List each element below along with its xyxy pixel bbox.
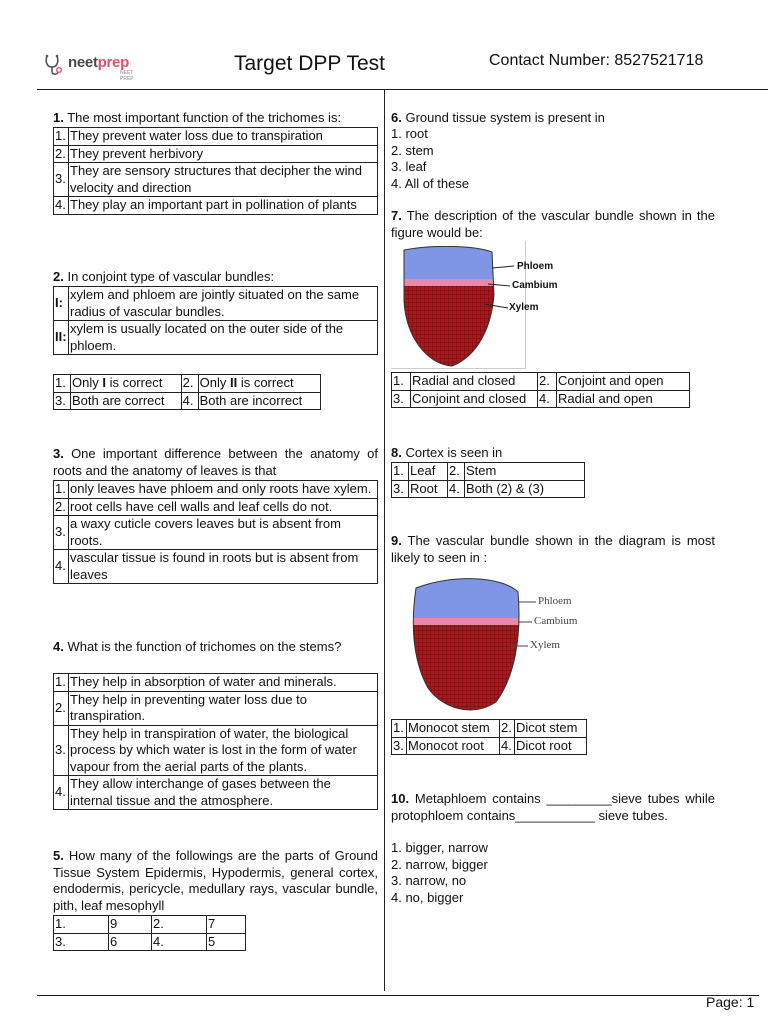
q8-options: [391, 462, 585, 498]
question-3: [53, 446, 378, 479]
question-text: Cortex is seen in: [401, 445, 503, 460]
option-text: vascular tissue is found in roots but is absent from leaves: [69, 550, 378, 584]
question-text: Metaphloem contains _________sieve tubes while protophloem contains___________ sieve tubes.: [391, 791, 715, 823]
option-text: a waxy cuticle covers leaves but is absent from roots.: [69, 516, 378, 550]
question-7: [391, 208, 715, 241]
option-number: 4.: [181, 392, 198, 410]
option-text: root cells have cell walls and leaf cells do not.: [69, 498, 378, 516]
option-text[interactable]: Leaf: [409, 463, 448, 481]
statement-text: xylem and phloem are jointly situated on the same radius of vascular bundles.: [69, 287, 378, 321]
q1-options: [53, 127, 378, 215]
option-item[interactable]: 4. no, bigger: [391, 889, 464, 905]
option-text[interactable]: Both are incorrect: [198, 392, 320, 410]
logo-text-a: neet: [68, 54, 98, 71]
option-text: They prevent water loss due to transpiration: [69, 128, 378, 146]
question-number: 6.: [391, 110, 402, 125]
option-number: 4.: [54, 197, 69, 215]
logo-subtext: NEET PREP: [120, 70, 134, 82]
q3-options: [53, 480, 378, 584]
question-number: 10.: [391, 791, 410, 806]
option-text[interactable]: 5: [207, 933, 246, 951]
option-text[interactable]: Radial and closed: [411, 373, 538, 391]
option-text[interactable]: Conjoint and closed: [411, 390, 538, 408]
option-row[interactable]: [54, 197, 378, 215]
neetprep-logo: [42, 52, 142, 80]
option-item[interactable]: 1. root: [391, 126, 428, 141]
option-item[interactable]: 3. narrow, no: [391, 873, 467, 888]
option-number: 2.: [152, 916, 207, 934]
question-8: [391, 445, 717, 462]
option-number: 1.: [54, 674, 69, 692]
question-number: 8.: [391, 445, 402, 460]
option-text[interactable]: Conjoint and open: [557, 373, 690, 391]
option-text: They allow interchange of gases between the internal tissue and the atmosphere.: [69, 776, 378, 810]
option-item[interactable]: 2. stem: [391, 142, 434, 158]
option-row[interactable]: [54, 691, 378, 725]
header-divider: [37, 89, 768, 90]
page-number: Page: 1: [706, 994, 755, 1010]
label-phloem: Phloem: [517, 261, 554, 272]
cambium-region: [402, 618, 532, 625]
option-number: 4.: [54, 776, 69, 810]
option-number: 4.: [448, 480, 465, 498]
question-number: 5.: [53, 848, 64, 863]
option-number: 4.: [538, 390, 557, 408]
question-1: [53, 110, 379, 127]
question-text: The description of the vascular bundle shown in the figure would be:: [391, 208, 715, 240]
option-number: 1.: [54, 128, 69, 146]
option-text: They help in absorption of water and minerals.: [69, 674, 378, 692]
column-divider: [384, 89, 385, 991]
page-title: Target DPP Test: [234, 52, 385, 75]
option-number: 1.: [392, 720, 407, 738]
option-item[interactable]: 3. leaf: [391, 159, 427, 174]
statement-row: [54, 287, 378, 321]
phloem-region: [402, 578, 532, 618]
option-number: 3.: [54, 725, 69, 776]
option-number: 2.: [54, 691, 69, 725]
option-number: 2.: [54, 145, 69, 163]
option-row[interactable]: [54, 163, 378, 197]
option-item[interactable]: 2. narrow, bigger: [391, 856, 488, 872]
q5-options: [53, 915, 246, 951]
option-number: 4.: [500, 737, 515, 755]
option-text[interactable]: Only II is correct: [198, 375, 320, 393]
stethoscope-icon: [42, 52, 68, 78]
question-text: Ground tissue system is present in: [401, 110, 605, 125]
option-row[interactable]: [54, 674, 378, 692]
option-text[interactable]: Radial and open: [557, 390, 690, 408]
option-number: 3.: [54, 163, 69, 197]
q9-vascular-bundle-figure: [402, 578, 602, 714]
option-number: 3.: [392, 737, 407, 755]
question-text: What is the function of trichomes on the stems?: [63, 639, 342, 654]
option-number: 2.: [538, 373, 557, 391]
option-text[interactable]: Root: [409, 480, 448, 498]
question-text: The most important function of the trichomes is:: [63, 110, 342, 125]
option-number: 2.: [448, 463, 465, 481]
option-row[interactable]: [54, 481, 378, 499]
logo-text-b: prep: [97, 54, 129, 71]
option-text[interactable]: Only I is correct: [71, 375, 182, 393]
footer-divider: [37, 995, 759, 996]
option-text[interactable]: 9: [109, 916, 152, 934]
option-number: 2.: [500, 720, 515, 738]
option-text: They help in transpiration of water, the biological process by which water is lost in the form of water vapour from the aerial parts of the plants.: [69, 725, 378, 776]
label-phloem: Phloem: [538, 595, 572, 607]
option-text: They are sensory structures that decipher the wind velocity and direction: [69, 163, 378, 197]
option-number: 1.: [392, 373, 411, 391]
option-number: 4.: [152, 933, 207, 951]
question-number: 4.: [53, 639, 64, 654]
option-row[interactable]: [54, 516, 378, 550]
option-number: 3.: [54, 933, 109, 951]
option-number: 4.: [54, 550, 69, 584]
option-row[interactable]: [54, 145, 378, 163]
option-row[interactable]: [54, 498, 378, 516]
label-xylem: Xylem: [509, 302, 539, 313]
q4-options: [53, 673, 378, 810]
option-text: They play an important part in pollination of plants: [69, 197, 378, 215]
option-number: 3.: [392, 480, 409, 498]
q6-options: [391, 126, 469, 192]
label-cambium: Cambium: [512, 280, 558, 291]
option-text[interactable]: Dicot stem: [515, 720, 587, 738]
q10-options: [391, 840, 488, 906]
xylem-region: [402, 625, 532, 714]
phloem-pointer: [492, 266, 514, 268]
option-text[interactable]: Stem: [465, 463, 585, 481]
option-number: 1.: [54, 481, 69, 499]
option-text[interactable]: Both (2) & (3): [465, 480, 585, 498]
statement-text: xylem is usually located on the outer side of the phloem.: [69, 321, 378, 355]
option-number: 1.: [54, 916, 109, 934]
question-5: [53, 848, 378, 914]
q2-options: [53, 374, 321, 410]
question-number: 2.: [53, 269, 64, 284]
question-9: [391, 533, 715, 566]
option-number: 1.: [392, 463, 409, 481]
option-number: 3.: [54, 516, 69, 550]
option-text: only leaves have phloem and only roots have xylem.: [69, 481, 378, 499]
q2-statements: [53, 286, 378, 355]
option-number: 1.: [54, 375, 71, 393]
cambium-region: [396, 279, 506, 286]
option-text[interactable]: Both are correct: [71, 392, 182, 410]
statement-number: II:: [54, 321, 69, 355]
question-number: 9.: [391, 533, 402, 548]
question-6: [391, 110, 717, 127]
option-text: They help in preventing water loss due to transpiration.: [69, 691, 378, 725]
q7-options: [391, 372, 690, 408]
option-number: 2.: [54, 498, 69, 516]
option-text[interactable]: Monocot root: [407, 737, 500, 755]
option-text[interactable]: 7: [207, 916, 246, 934]
option-row[interactable]: [54, 128, 378, 146]
question-number: 1.: [53, 110, 64, 125]
question-2: [53, 269, 379, 286]
question-text: One important difference between the anatomy of roots and the anatomy of leaves is that: [53, 446, 378, 478]
option-text[interactable]: Monocot stem: [407, 720, 500, 738]
question-text: How many of the followings are the parts of Ground Tissue System Epidermis, Hypodermis, general cortex, endodermis, pericycle, medullary rays, vascular bundle, pith, leaf mesophyll: [53, 848, 378, 913]
option-row[interactable]: [54, 725, 378, 776]
q9-options: [391, 719, 587, 755]
option-number: 3.: [54, 392, 71, 410]
statement-row: [54, 321, 378, 355]
option-item[interactable]: 4. All of these: [391, 175, 470, 191]
contact-number: Contact Number: 8527521718: [489, 52, 704, 69]
label-cambium: Cambium: [534, 615, 578, 627]
question-text: The vascular bundle shown in the diagram is most likely to seen in :: [391, 533, 715, 565]
question-10: [391, 791, 715, 824]
question-number: 7.: [391, 208, 402, 223]
option-row[interactable]: [54, 776, 378, 810]
option-number: 3.: [392, 390, 411, 408]
question-text: In conjoint type of vascular bundles:: [63, 269, 275, 284]
question-number: 3.: [53, 446, 64, 461]
option-text: They prevent herbivory: [69, 145, 378, 163]
statement-number: I:: [54, 287, 69, 321]
option-item[interactable]: 1. bigger, narrow: [391, 840, 488, 855]
option-text[interactable]: Dicot root: [515, 737, 587, 755]
label-xylem: Xylem: [530, 639, 560, 651]
question-4: [53, 639, 379, 656]
option-row[interactable]: [54, 550, 378, 584]
option-text[interactable]: 6: [109, 933, 152, 951]
option-number: 2.: [181, 375, 198, 393]
xylem-region: [396, 286, 506, 368]
